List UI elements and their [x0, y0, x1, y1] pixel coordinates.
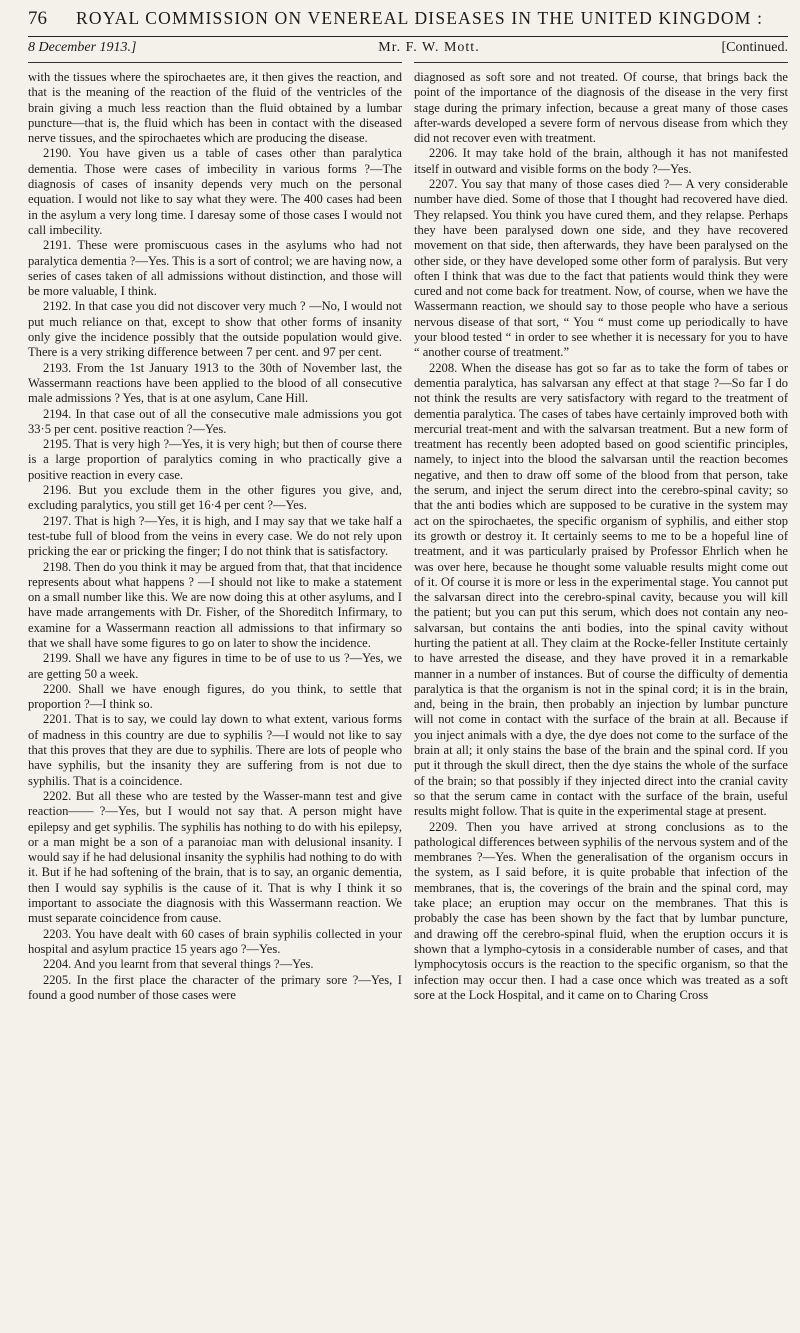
continued-label: [Continued. — [721, 40, 788, 55]
paragraph: 2202. But all these who are tested by the Wasser-mann test and give reaction—— ?—Yes, but I would not say that. A person might have epilepsy and get syphilis. The syphilis has nothing to do with his epilepsy, or a man might be a son of a paranoiac man with delusional insanity. I would say if he had delusional insanity the syphilis had nothing to do with it. But if he had softening of the brain, that is to say, an organic dementia, then I would say syphilis is the cause of it. That is why I think it so important to associate the diagnosis with this Wassermann reaction. We must separate coincidence from cause. — [28, 788, 402, 926]
paragraph: 2193. From the 1st January 1913 to the 30th of November last, the Wassermann reactions have been applied to the blood of all consecutive male admissions ? Yes, that is at one asylum, Cane Hill. — [28, 360, 402, 406]
paragraph: 2194. In that case out of all the consecutive male admissions you got 33·5 per cent. positive reaction ?—Yes. — [28, 406, 402, 436]
paragraph: 2203. You have dealt with 60 cases of brain syphilis collected in your hospital and asylum practice 15 years ago ?—Yes. — [28, 926, 402, 956]
sitting-date: 8 December 1913.] — [28, 40, 137, 55]
paragraph: 2192. In that case you did not discover very much ? —No, I would not put much reliance on that, except to show that other forms of insanity only give the incidence possibly that the outside population would give. There is a very striking difference between 7 per cent. and 97 per cent. — [28, 299, 402, 360]
witness-name: Mr. F. W. Mott. — [378, 40, 480, 55]
left-column — [28, 70, 402, 1325]
paragraph: 2201. That is to say, we could lay down to what extent, various forms of madness in this country are due to syphilis ?—I would not like to say that this proves that they are due to syphilis. There are lots of people who have syphilis, but the insanity they are suffering from is not due to syphilis. That is a coincidence. — [28, 712, 402, 788]
paragraph: 2196. But you exclude them in the other figures you give, and, excluding paralytics, you still get 16·4 per cent ?—Yes. — [28, 483, 402, 513]
page-header — [28, 8, 788, 34]
right-column-rule — [414, 62, 788, 63]
paragraph: 2204. And you learnt from that several things ?—Yes. — [43, 957, 314, 972]
running-title: ROYAL COMMISSION ON VENEREAL DISEASES IN THE UNITED KINGDOM : — [76, 8, 764, 28]
subheader — [28, 40, 788, 60]
page-number: 76 — [28, 8, 47, 29]
right-column — [414, 70, 788, 1325]
paragraph: 2199. Shall we have any figures in time to be of use to us ?—Yes, we are getting 50 a week. — [28, 651, 402, 681]
header-rule — [28, 36, 788, 37]
paragraph: 2207. You say that many of those cases died ?— A very considerable number have died. Some of those that I thought had recovered have died. They relapsed. You think you have cured them, and they relapse. Perhaps they have been paralysed down one side, and they have recovered movement on that side, then afterwards, they have been paralysed on the other side, or they have developed some other form of paralysis. But very often I think that was due to the fact that patients would think they were cured and not come back for treatment. Now, of course, when we have the Wassermann reaction, we should say to those people who have a serious nervous disease of that sort, “ You “ must come up periodically to have your blood tested “ in order to see whether it is necessary for you to have “ another course of treatment.” — [414, 177, 788, 360]
paragraph: 2198. Then do you think it may be argued from that, that that incidence represents about what happens ? —I should not like to make a statement on a small number like this. We are now doing this at other asylums, and I have made arrangements with Dr. Fisher, of the Shoreditch Infirmary, to examine for a Wassermann reaction all admissions to that infirmary so that we shall have some figures to go on later to show the incidence. — [28, 559, 402, 650]
paragraph: 2191. These were promiscuous cases in the asylums who had not paralytica dementia ?—Yes. This is a sort of control; we are having now, a series of cases taken of all admissions without distinction, and those will be more valuable, I think. — [28, 238, 402, 299]
paragraph: 2208. When the disease has got so far as to take the form of tabes or dementia paralytica, has salvarsan any effect at that stage ?—So far I do not think the results are very satisfactory with regard to the treatment of dementia paralytica. The cases of tabes have certainly improved both with mercurial treat-ment and with the salvarsan treatment. But a new form of treatment has recently been adopted based on good scientific principles, namely, to inject into the blood the salvarsan until the reaction becomes negative, and then to draw off some of the blood from that person, take the serum, and inject the serum direct into the cerebro-spinal cavity; so that the anti bodies which are supposed to be curative in the system may act on the spirochaetes, the specific organism of syphilis, and either stop its growth or destroy it. It certainly seems to me to be a hopeful line of treatment, and it was particularly praised by Professor Ehrlich when he was over here, because he thought some valuable results might come out of it. Of course it is more or less in the experimental stage. You cannot put the salvarsan direct into the cerebro-spinal cavity, because you will kill the patient; but you can put this serum, which does not contain any neo-salvarsan, but contains the anti bodies, into the spinal cavity without hurting the patient at all. They claim at the Rocke-feller Institute certainly to have arrested the disease, and they have proved it in a remarkable manner in a number of instances. But of course the difficulty of dementia paralytica is that the organism is not in the spinal cord; it is in the brain, and, being in the brain, then probably an injection by lumbar puncture will not come in contact with the surface of the brain at all. Because if you inject animals with a dye, the dye does not come to the surface of the brain at all; it only stains the base of the brain and the spinal cord. If you put it through the skull direct, then the dye stains the whole of the surface of the brain; so that possibly if they injected direct into the cranial cavity so that the serum came in contact with the surface of the brain, useful results might follow. That is quite in the experimental stage at present. — [414, 360, 788, 819]
paragraph: 2190. You have given us a table of cases other than paralytica dementia. Those were cases of imbecility in various forms ?—The diagnosis of cases of insanity depends very much on the personal equation. I would not like to say what they were. The 400 cases had been in the asylum a very long time. I daresay some of those cases I would not call imbecility. — [28, 146, 402, 237]
paragraph: 2195. That is very high ?—Yes, it is very high; but then of course there is a large proportion of paralytics coming in who practically give a positive reaction in every case. — [28, 437, 402, 482]
paragraph: diagnosed as soft sore and not treated. Of course, that brings back the point of the importance of the diagnosis of the disease in the very first stage during the primary infection, because a great many of those cases after-wards developed a severe form of nervous disease from which they did not recover even with treatment. — [414, 70, 788, 146]
paragraph: 2206. It may take hold of the brain, although it has not manifested itself in outward and visible forms on the body ?—Yes. — [414, 146, 788, 176]
paragraph: 2205. In the first place the character of the primary sore ?—Yes, I found a good number of those cases were — [28, 972, 402, 1002]
paragraph: 2200. Shall we have enough figures, do you think, to settle that proportion ?—I think so. — [28, 681, 402, 712]
paragraph: 2197. That is high ?—Yes, it is high, and I may say that we take half a test-tube full of blood from the veins in every case. We do not rely upon pricking the ear or pricking the finger; I do not think that is satisfactory. — [28, 513, 402, 559]
paragraph: with the tissues where the spirochaetes are, it then gives the reaction, and that is the meaning of the reaction of the fluid of the ventricles of the brain giving a much less reaction than the fluid obtained by a lumbar puncture—that is, the fluid which has been in contact with the diseased nerve tissues, and the spirochaetes which are producing the disease. — [28, 70, 402, 146]
paragraph: 2209. Then you have arrived at strong conclusions as to the pathological differences between syphilis of the nervous system and of the membranes ?—Yes. When the generalisation of the organism occurs in the system, as I said before, it is quite probable that infection of the membranes, that is, the coverings of the brain and the spinal cord, may take place; an eruption may occur on the membranes. That this is probably the case has been shown by the fact that by lumbar puncture, and drawing off the cerebro-spinal fluid, when the eruption occurs it is shown that a lympho-cytosis in a considerable number of cases, and that lymphocytosis occurs is the reaction to the specific organism, so that the infection may occur then. I had a case once which was treated as a soft sore at the Lock Hospital, and it came on to Charing Cross — [414, 819, 788, 1002]
left-column-rule — [28, 62, 402, 63]
